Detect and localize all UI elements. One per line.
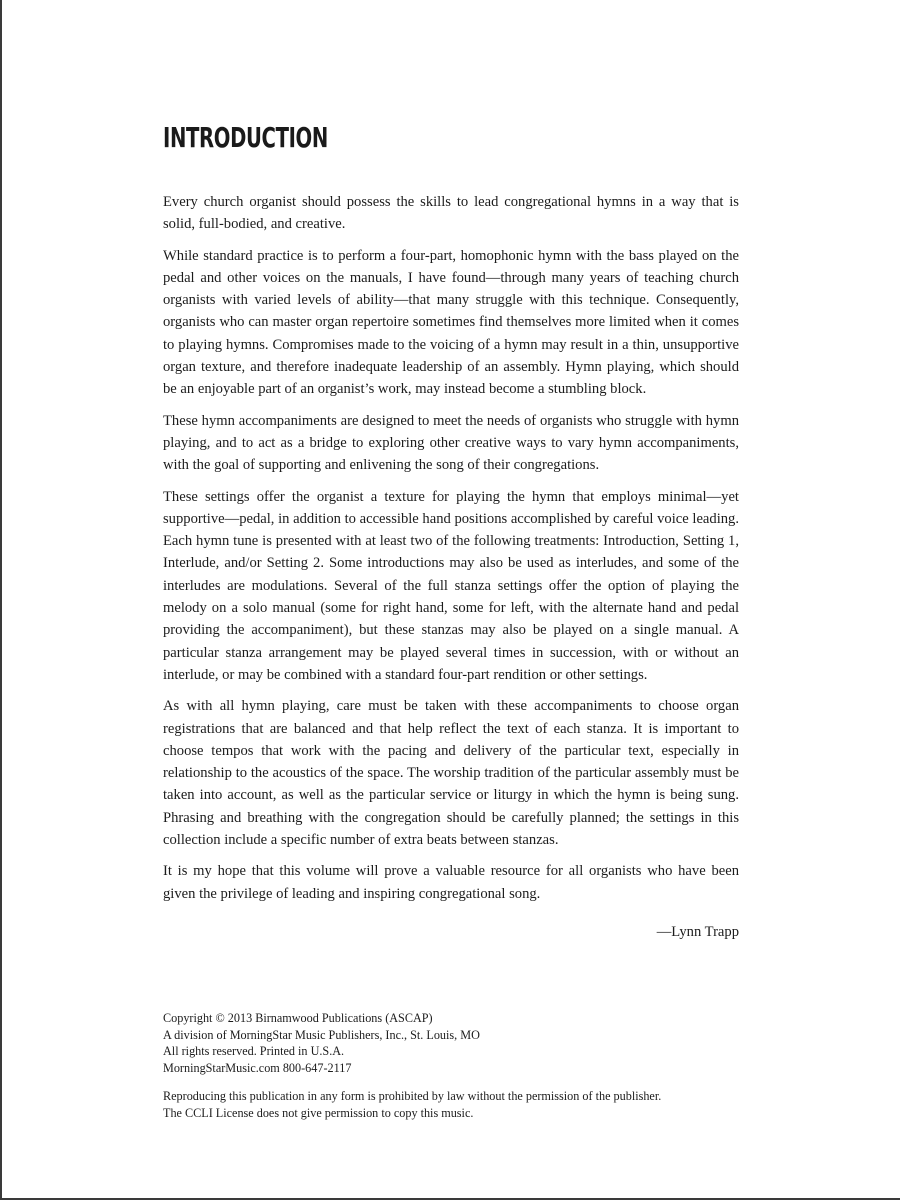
- page-edge-left: [0, 0, 2, 1200]
- legal-notice: [163, 1088, 783, 1121]
- publisher-line: A division of MorningStar Music Publishers, Inc., St. Louis, MO: [163, 1027, 480, 1042]
- paragraph-3: These hymn accompaniments are designed to meet the needs of organists who struggle with hymn playing, and to act as a bridge to exploring other creative ways to vary hymn accompaniments, with the goal of supporting and enlivening the song of their congregations.: [163, 412, 739, 474]
- introduction-body: [163, 191, 739, 905]
- copyright-line: Copyright © 2013 Birnamwood Publications (ASCAP): [163, 1011, 433, 1025]
- copyright-block: [163, 1010, 763, 1076]
- page-title: INTRODUCTION: [163, 121, 328, 154]
- ccli-notice: The CCLI License does not give permission to copy this music.: [163, 1105, 474, 1120]
- paragraph-2: While standard practice is to perform a four-part, homophonic hymn with the bass played on the pedal and other voices on the manuals, I have found—through many years of teaching church organists with varied levels of ability—that many struggle with this technique. Consequently, organists who can master organ repertoire sometimes find themselves more limited when it comes to playing hymns. Compromises made to the voicing of a hymn may result in a thin, unsupportive organ texture, and therefore inadequate leadership of an assembly. Hymn playing, which should be an enjoyable part of an organist’s work, may instead become a stumbling block.: [163, 247, 739, 398]
- paragraph-6: It is my hope that this volume will prove a valuable resource for all organists who have been given the privilege of leading and inspiring congregational song.: [163, 863, 739, 902]
- reproduction-notice: Reproducing this publication in any form is prohibited by law without the permission of the publisher.: [163, 1089, 662, 1103]
- paragraph-5: As with all hymn playing, care must be taken with these accompaniments to choose organ registrations that are balanced and that help reflect the text of each stanza. It is important to choose tempos that work with the pacing and delivery of the particular text, especially in relationship to the acoustics of the space. The worship tradition of the particular assembly must be taken into account, as well as the particular service or liturgy in which the hymn is being sung. Phrasing and breathing with the congregation should be carefully planned; the settings in this collection include a specific number of extra beats between stanzas.: [163, 698, 739, 849]
- author-signature: —Lynn Trapp: [656, 923, 739, 940]
- rights-line: All rights reserved. Printed in U.S.A.: [163, 1044, 345, 1058]
- contact-line: MorningStarMusic.com 800-647-2117: [163, 1060, 352, 1075]
- paragraph-4: These settings offer the organist a texture for playing the hymn that employs minimal—yet supportive—pedal, in addition to accessible hand positions accomplished by careful voice leading. Each hymn tune is presented with at least two of the following treatments: Introduction, Setting 1, Interlude, and/or Setting 2. Some introductions may also be used as interludes, and some of the interludes are modulations. Several of the full stanza settings offer the option of playing the melody on a solo manual (some for right hand, some for left, with the alternate hand and pedal providing the accompaniment), but these stanzas may also be played on a single manual. A particular stanza arrangement may be played several times in succession, with or without an interlude, or may be combined with a standard four-part rendition or other settings.: [163, 488, 739, 683]
- main-content: [163, 120, 739, 943]
- paragraph-1: Every church organist should possess the skills to lead congregational hymns in a way that is solid, full-bodied, and creative.: [163, 194, 739, 233]
